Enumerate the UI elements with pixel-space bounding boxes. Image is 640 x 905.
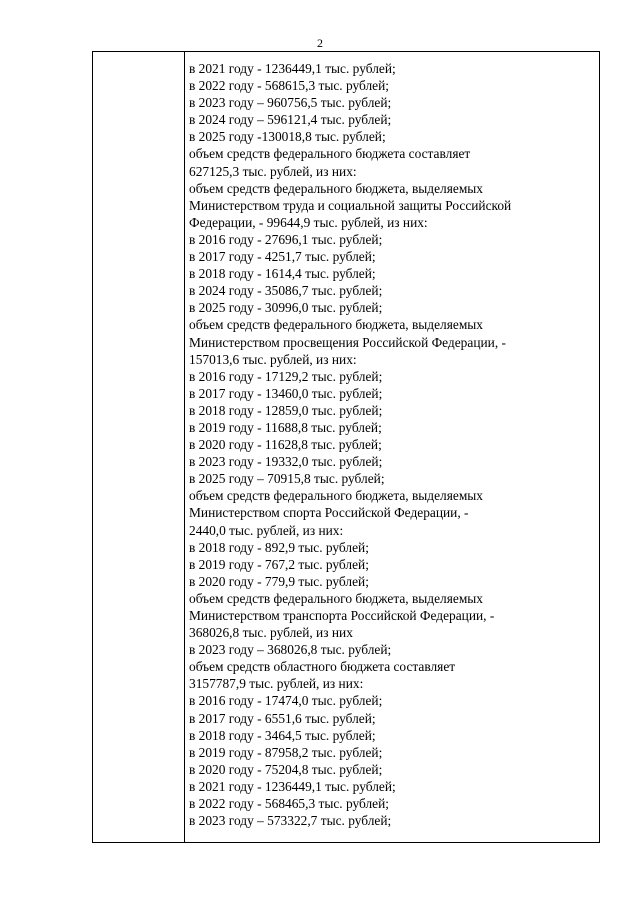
table-right-cell <box>189 60 595 829</box>
page-number: 2 <box>317 36 323 50</box>
text-line: в 2016 году - 17129,2 тыс. рублей; <box>189 368 383 384</box>
text-line: 368026,8 тыс. рублей, из них <box>189 625 353 641</box>
text-line: Министерством транспорта Российской Федерации, - <box>189 608 495 623</box>
text-line: Министерством просвещения Российской Федерации, - <box>189 334 506 350</box>
text-line: в 2017 году - 6551,6 тыс. рублей; <box>189 710 376 726</box>
text-line: в 2025 году -130018,8 тыс. рублей; <box>189 129 386 145</box>
text-line: 3157787,9 тыс. рублей, из них: <box>189 676 364 692</box>
text-line: 2440,0 тыс. рублей, из них: <box>189 522 344 538</box>
text-line: в 2022 году - 568465,3 тыс. рублей; <box>189 796 390 812</box>
text-line: объем средств федерального бюджета, выделяемых <box>189 180 484 196</box>
text-line: в 2020 году - 779,9 тыс. рублей; <box>189 573 369 589</box>
table-left-cell <box>93 52 185 842</box>
text-line: в 2021 году - 1236449,1 тыс. рублей; <box>189 61 396 76</box>
text-line: в 2025 году - 30996,0 тыс. рублей; <box>189 300 383 316</box>
text-line: в 2020 году - 11628,8 тыс. рублей; <box>189 437 382 453</box>
text-line: в 2023 году – 573322,7 тыс. рублей; <box>189 813 392 829</box>
text-line: в 2017 году - 4251,7 тыс. рублей; <box>189 249 376 265</box>
text-line: 627125,3 тыс. рублей, из них: <box>189 163 357 179</box>
text-line: Министерством труда и социальной защиты Российской <box>189 197 512 213</box>
text-line: объем средств федерального бюджета, выделяемых <box>189 488 484 504</box>
text-line: в 2024 году - 35086,7 тыс. рублей; <box>189 283 383 299</box>
text-line: в 2018 году - 1614,4 тыс. рублей; <box>189 266 376 282</box>
text-line: в 2021 году - 1236449,1 тыс. рублей; <box>189 778 396 794</box>
text-line: в 2018 году - 892,9 тыс. рублей; <box>189 539 369 555</box>
text-line: Федерации, - 99644,9 тыс. рублей, из них: <box>189 214 428 230</box>
text-line: объем средств федерального бюджета, выделяемых <box>189 317 484 333</box>
text-line: объем средств федерального бюджета составляет <box>189 146 471 162</box>
text-line: в 2019 году - 11688,8 тыс. рублей; <box>189 419 382 435</box>
text-line: 157013,6 тыс. рублей, из них: <box>189 351 357 367</box>
text-line: в 2022 году - 568615,3 тыс. рублей; <box>189 78 390 94</box>
text-line: в 2019 году - 87958,2 тыс. рублей; <box>189 744 383 760</box>
text-line: в 2023 году – 368026,8 тыс. рублей; <box>189 642 392 658</box>
text-line: в 2020 году - 75204,8 тыс. рублей; <box>189 761 383 777</box>
text-line: в 2023 году – 960756,5 тыс. рублей; <box>189 95 392 111</box>
text-line: в 2018 году - 3464,5 тыс. рублей; <box>189 727 376 743</box>
text-line: в 2017 году - 13460,0 тыс. рублей; <box>189 385 383 401</box>
funding-table <box>92 51 600 843</box>
text-line: Министерством спорта Российской Федерации, - <box>189 505 469 521</box>
text-line: объем средств областного бюджета составляет <box>189 659 456 675</box>
text-line: в 2019 году - 767,2 тыс. рублей; <box>189 556 369 572</box>
text-line: в 2018 году - 12859,0 тыс. рублей; <box>189 402 383 418</box>
text-line: в 2025 году – 70915,8 тыс. рублей; <box>189 471 385 487</box>
text-line: в 2016 году - 17474,0 тыс. рублей; <box>189 693 383 709</box>
text-line: в 2023 году - 19332,0 тыс. рублей; <box>189 454 383 470</box>
text-line: в 2024 году – 596121,4 тыс. рублей; <box>189 112 392 128</box>
text-line: в 2016 году - 27696,1 тыс. рублей; <box>189 231 383 247</box>
text-line: объем средств федерального бюджета, выделяемых <box>189 590 484 606</box>
